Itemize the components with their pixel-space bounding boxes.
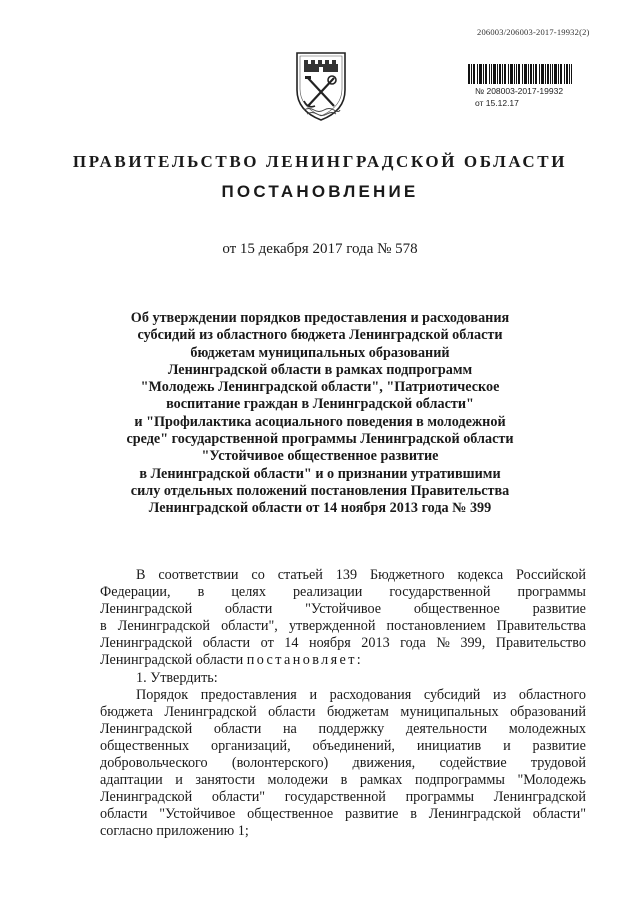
body-word: кодекса (457, 567, 504, 583)
body-word: расходования (329, 686, 412, 703)
body-word: в (340, 772, 348, 789)
body-line (100, 789, 586, 806)
body-word: 2013 (361, 635, 390, 652)
body-word: 399, (460, 635, 486, 652)
title-line: субсидий из областного бюджета Ленинградской области (137, 327, 503, 344)
resolution-verb: постановляет: (246, 652, 364, 669)
body-word: общественных (100, 737, 190, 754)
title-line: силу отдельных положений постановления Правительства (130, 482, 510, 499)
body-word: в (197, 584, 205, 601)
body-word: развитие (532, 737, 586, 754)
body-word: из (493, 686, 507, 703)
body-word: области (202, 635, 251, 652)
body-word: на (282, 720, 297, 737)
body-line (100, 738, 586, 755)
title-line: в Ленинградской области" и о признании утратившими (139, 465, 501, 482)
body-line (100, 567, 586, 584)
body-word: В (136, 567, 146, 583)
body-line (100, 721, 586, 738)
body-word: деятельности (405, 720, 488, 737)
title-line: Ленинградской области в рамках подпрограмм (167, 361, 473, 378)
body-word: 139 (335, 567, 358, 583)
body-word: области (213, 720, 262, 737)
body-word: Правительства (496, 618, 586, 635)
body-word: предоставления (200, 686, 297, 703)
body-word: года (400, 635, 426, 652)
body-word: от (260, 635, 274, 652)
body-word: области (100, 806, 148, 823)
document-reference-number: 206003/206003-2017-19932(2) (477, 27, 590, 37)
body-word: программы (517, 584, 586, 601)
body-word: и (309, 686, 318, 703)
body-word: Ленинградской (164, 703, 257, 720)
body-word: в (100, 618, 107, 635)
issuing-authority: ПРАВИТЕЛЬСТВО ЛЕНИНГРАДСКОЙ ОБЛАСТИ (72, 152, 568, 171)
body-word: объединений, (312, 737, 395, 754)
title-line: "Устойчивое общественное развитие (201, 448, 439, 465)
body-word: области" (532, 806, 586, 823)
body-line (100, 687, 586, 704)
body-text: 1. Утвердить: (136, 669, 218, 686)
title-line: бюджетам муниципальных образований (190, 344, 450, 361)
body-word: в (410, 806, 417, 823)
body-word: Федерации, (100, 584, 171, 601)
body-word: Ленинградской (428, 806, 521, 823)
body-word: развитие (345, 806, 399, 823)
body-line (100, 635, 586, 652)
body-word: Российской (516, 567, 586, 583)
body-line (100, 704, 586, 721)
body-word: со (251, 567, 265, 583)
body-word: программы (405, 789, 475, 806)
body-word: содействие (439, 755, 507, 772)
body-word: Ленинградской (493, 789, 586, 806)
title-line: среде" государственной программы Ленинградской области (126, 431, 514, 448)
body-word: и (175, 772, 183, 789)
registration-number: № 208003-2017-19932 (475, 86, 564, 96)
body-line (100, 755, 586, 772)
body-word: ноября (308, 635, 351, 652)
body-word: Ленинградской (100, 789, 193, 806)
document-title (100, 310, 540, 518)
body-word: области" (211, 789, 266, 806)
body-word: соответствии (158, 567, 239, 583)
body-word: трудовой (530, 755, 586, 772)
body-word: "Устойчивое (159, 806, 236, 823)
body-word: занятости (195, 772, 255, 789)
body-word: Бюджетного (369, 567, 445, 583)
body-word: общественное (247, 806, 334, 823)
body-line (100, 584, 586, 601)
body-word: целях (231, 584, 266, 601)
barcode-icon (468, 64, 572, 84)
body-word: № (436, 635, 450, 652)
body-word: субсидий (423, 686, 481, 703)
body-word: государственной (284, 789, 386, 806)
title-line: Об утверждении порядков предоставления и расходования (130, 310, 510, 326)
body-line (100, 772, 586, 789)
body-word: утвержденной (288, 618, 376, 635)
body-line (100, 618, 586, 635)
body-word: Ленинградской (100, 635, 193, 652)
body-word: организаций, (210, 737, 291, 754)
body-line (100, 601, 586, 618)
body-word: постановлением (386, 618, 486, 635)
body-word: статьей (277, 567, 323, 583)
body-word: образований (510, 703, 586, 720)
body-word: Правительство (495, 635, 586, 652)
body-text: Ленинградской области (100, 652, 244, 669)
body-word: поддержку (318, 720, 385, 737)
body-word: рамках (359, 772, 403, 789)
body-word: Ленинградской (100, 720, 193, 737)
body-word: добровольческого (100, 755, 208, 772)
body-word: и (503, 737, 511, 754)
body-word: области (268, 703, 316, 720)
title-line: воспитание граждан в Ленинградской области" (166, 396, 474, 413)
body-word: (волонтерского) (231, 755, 329, 772)
body-word: общественное (413, 601, 500, 618)
body-word: муниципальных (400, 703, 499, 720)
body-word: подпрограммы (414, 772, 505, 789)
body-word: областного (518, 686, 586, 703)
body-word: "Устойчивое (305, 601, 382, 618)
title-line: "Молодежь Ленинградской области", "Патриотическое (140, 379, 500, 396)
body-word: области (224, 601, 273, 618)
body-word: адаптации (100, 772, 163, 789)
body-word: реализации (292, 584, 363, 601)
list-item-1 (100, 670, 586, 687)
body-word: инициатив (416, 737, 482, 754)
registration-date: от 15.12.17 (475, 98, 519, 108)
body-word: Ленинградской (100, 601, 193, 618)
body-word: 14 (284, 635, 299, 652)
document-date-number: от 15 декабря 2017 года № 578 (222, 241, 418, 257)
body-line (100, 806, 586, 823)
title-line: Ленинградской области от 14 ноября 2013 года № 399 (148, 500, 492, 517)
body-line (100, 823, 586, 840)
document-body (100, 567, 586, 841)
body-word: бюджетам (326, 703, 389, 720)
body-word: молодежных (508, 720, 586, 737)
body-word: бюджета (100, 703, 153, 720)
coat-of-arms-icon (294, 50, 348, 122)
body-word: "Молодежь (517, 772, 586, 789)
body-word: области", (221, 618, 278, 635)
document-type: ПОСТАНОВЛЕНИЕ (221, 182, 419, 201)
body-word: Порядок (136, 686, 189, 703)
body-word: Ленинградской (117, 618, 210, 635)
body-text: согласно приложению 1; (100, 823, 249, 840)
body-word: движения, (352, 755, 416, 772)
body-word: государственной (389, 584, 491, 601)
body-line (100, 652, 586, 669)
body-word: молодежи (267, 772, 329, 789)
body-word: развитие (532, 601, 586, 618)
title-line: и "Профилактика асоциального поведения в молодежной (134, 413, 506, 430)
